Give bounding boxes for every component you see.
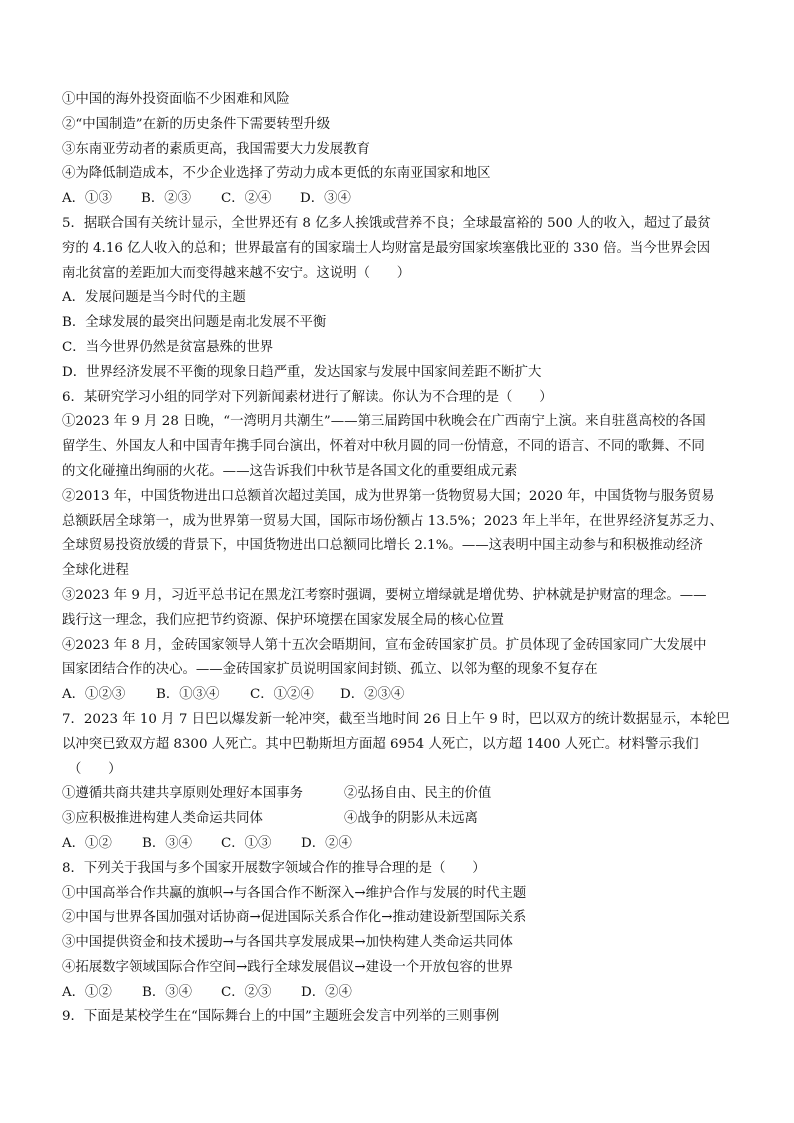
question-9 xyxy=(62,1005,732,1030)
question-4-tail xyxy=(62,88,732,212)
question-6 xyxy=(62,386,732,708)
option-c: C．①②④ xyxy=(250,687,314,703)
statement-2: ②“中国制造”在新的历史条件下需要转型升级 xyxy=(62,116,331,132)
statement-3: ③东南亚劳动者的素质更高，我国需要大力发展教育 xyxy=(62,141,370,157)
option-b: B．③④ xyxy=(142,835,193,851)
option-a: A．①③ xyxy=(62,191,112,207)
option-b: B．③④ xyxy=(142,984,193,1000)
material-line: 全球贸易投资放缓的背景下，中国货物进出口总额同比增长 2.1%。——这表明中国主动参与和积极推动经济 xyxy=(62,538,703,554)
option-d: D．②④ xyxy=(301,984,352,1000)
statement-row xyxy=(62,782,732,807)
question-stem: 9．下面是某校学生在“国际舞台上的中国”主题班会发言中列举的三则事例 xyxy=(62,1009,500,1025)
question-stem: 以冲突已致双方超 8300 人死亡。其中巴勒斯坦方面超 6954 人死亡，以方超 1400 人死亡。材料警示我们 xyxy=(62,736,699,752)
option-c: C．②④ xyxy=(221,191,272,207)
option-a: A．①②③ xyxy=(62,687,126,703)
material-line: ③2023 年 9 月，习近平总书记在黑龙江考察时强调，要树立增绿就是增优势、护林就是护财富的理念。—— xyxy=(62,587,707,603)
answer-options xyxy=(62,832,732,857)
question-stem: 5．据联合国有关统计显示，全世界还有 8 亿多人挨饿或营养不良；全球最富裕的 500 人的收入，超过了最贫 xyxy=(62,215,711,231)
option-c: C．①③ xyxy=(221,835,272,851)
question-stem: 穷的 4.16 亿人收入的总和；世界最富有的国家瑞士人均财富是最穷国家埃塞俄比亚的 330 倍。当今世界会因 xyxy=(62,240,711,256)
material-line: ①2023 年 9 月 28 日晚，“一湾明月共潮生”——第三届跨国中秋晚会在广西南宁上演。来自驻邕高校的各国 xyxy=(62,414,706,430)
question-7 xyxy=(62,708,732,857)
statement-4: ④为降低制造成本，不少企业选择了劳动力成本更低的东南亚国家和地区 xyxy=(62,166,491,182)
material-line: 总额跃居全球第一，成为世界第一贸易大国，国际市场份额占 13.5%；2023 年上半年，在世界经济复苏乏力、 xyxy=(62,513,723,529)
statement-4: ④拓展数字领域国际合作空间→践行全球发展倡议→建设一个开放包容的世界 xyxy=(62,959,513,975)
exam-page xyxy=(62,88,732,1030)
option-a: A．①② xyxy=(62,835,112,851)
answer-paren: （ ） xyxy=(68,761,122,777)
material-line: 留学生、外国友人和中国青年携手同台演出，怀着对中秋月圆的同一份情意，不同的语言、不同的歌舞、不同 xyxy=(62,439,705,455)
material-line: 国家团结合作的决心。——金砖国家扩员说明国家间封锁、孤立、以邻为壑的现象不复存在 xyxy=(62,662,598,678)
option-a: A．发展问题是当今时代的主题 xyxy=(62,290,246,306)
question-stem: 6．某研究学习小组的同学对下列新闻素材进行了解读。你认为不合理的是（ ） xyxy=(62,389,553,405)
question-stem: 南北贫富的差距加大而变得越来越不安宁。这说明（ ） xyxy=(62,265,411,281)
option-c: C．②③ xyxy=(221,984,272,1000)
option-a: A．①② xyxy=(62,984,112,1000)
option-b: B．①③④ xyxy=(156,687,220,703)
statement-1: ①遵循共商共建共享原则处理好本国事务 xyxy=(62,786,304,802)
option-b: B．②③ xyxy=(141,191,192,207)
material-line: ②2013 年，中国货物进出口总额首次超过美国，成为世界第一货物贸易大国；2020 年，中国货物与服务贸易 xyxy=(62,488,715,504)
answer-options xyxy=(62,187,732,212)
statement-1: ①中国高举合作共赢的旗帜→与各国合作不断深入→维护合作与发展的时代主题 xyxy=(62,885,527,901)
material-line: 的文化碰撞出绚丽的火花。——这告诉我们中秋节是各国文化的重要组成元素 xyxy=(62,463,518,479)
option-d: D．②④ xyxy=(301,835,352,851)
statement-3: ③中国提供资金和技术援助→与各国共享发展成果→加快构建人类命运共同体 xyxy=(62,935,513,951)
question-stem: 7．2023 年 10 月 7 日巴以爆发新一轮冲突，截至当地时间 26 日上午 9 时，巴以双方的统计数据显示，本轮巴 xyxy=(62,711,730,727)
option-c: C．当今世界仍然是贫富悬殊的世界 xyxy=(62,339,274,355)
statement-1: ①中国的海外投资面临不少困难和风险 xyxy=(62,92,290,107)
statement-2: ②中国与世界各国加强对话协商→促进国际关系合作化→推动建设新型国际关系 xyxy=(62,910,527,926)
statement-2: ②弘扬自由、民主的价值 xyxy=(344,786,492,802)
option-d: D．②③④ xyxy=(340,687,405,703)
material-line: 全球化进程 xyxy=(62,563,129,579)
question-5 xyxy=(62,212,732,386)
material-line: ④2023 年 8 月，金砖国家领导人第十五次会晤期间，宣布金砖国家扩员。扩员体现了金砖国家同广大发展中 xyxy=(62,637,707,653)
statement-4: ④战争的阴影从未远离 xyxy=(344,811,478,827)
material-line: 践行这一理念，我们应把节约资源、保护环境摆在国家发展全局的核心位置 xyxy=(62,612,504,628)
question-stem: 8．下列关于我国与多个国家开展数字领域合作的推导合理的是（ ） xyxy=(62,860,486,876)
answer-options xyxy=(62,981,732,1006)
answer-options xyxy=(62,683,732,708)
option-d: D．③④ xyxy=(300,191,351,207)
question-8 xyxy=(62,857,732,1006)
statement-3: ③应积极推进构建人类命运共同体 xyxy=(62,811,263,827)
option-d: D．世界经济发展不平衡的现象日趋严重，发达国家与发展中国家间差距不断扩大 xyxy=(62,364,542,380)
statement-row xyxy=(62,807,732,832)
option-b: B．全球发展的最突出问题是南北发展不平衡 xyxy=(62,315,327,331)
